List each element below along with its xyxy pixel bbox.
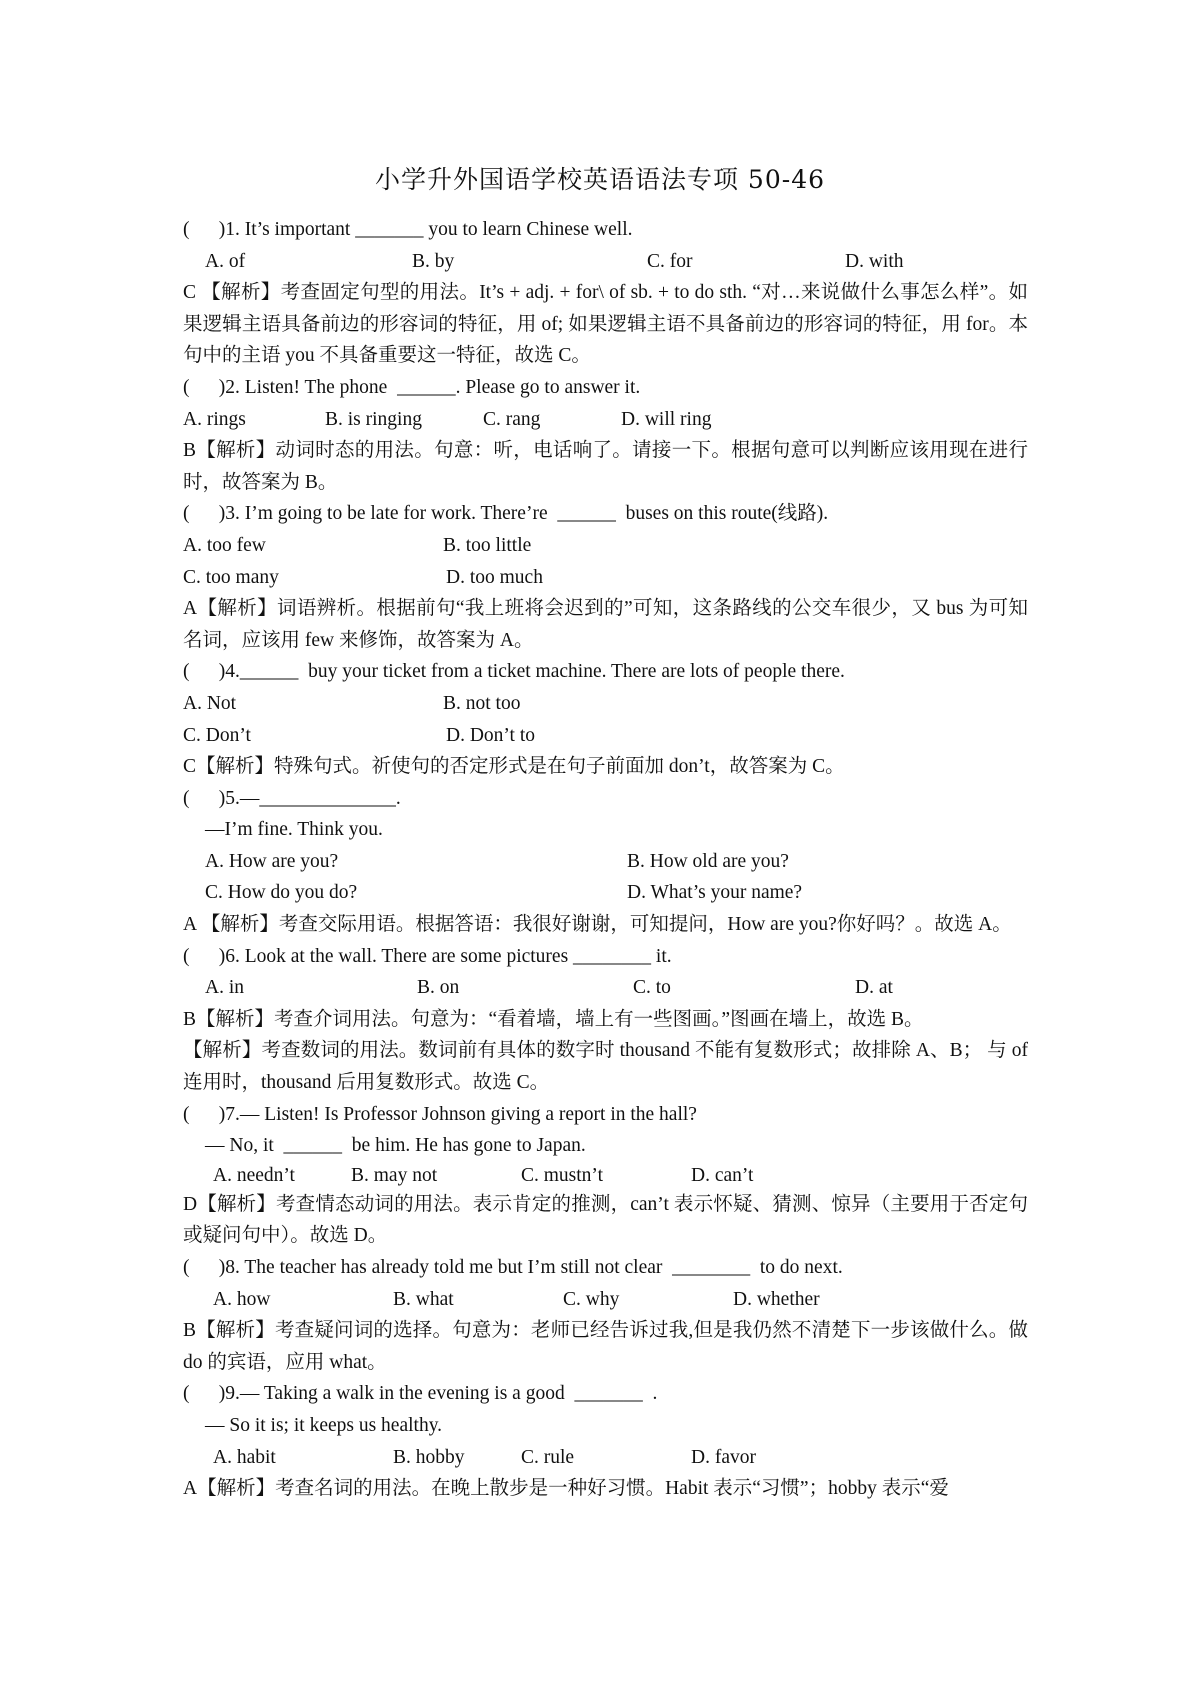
- q4-options-row2: [183, 720, 1028, 752]
- q4-analysis: C【解析】特殊句式。祈使句的否定形式是在句子前面加 don’t，故答案为 C。: [183, 756, 845, 778]
- q8-option-c: C. why: [563, 1288, 620, 1310]
- q9-options: [183, 1442, 1028, 1474]
- q6-option-a: A. in: [205, 977, 244, 999]
- q5-options-row2: [183, 877, 1028, 909]
- q9-reply: — So it is; it keeps us healthy.: [205, 1414, 443, 1436]
- q8-options: [183, 1284, 1028, 1316]
- q8-option-a: A. how: [213, 1288, 271, 1310]
- q1-analysis: C 【解析】考查固定句型的用法。It’s + adj. + for\ of sb. + to do sth. “对…来说做什么事怎么样”。如果逻辑主语具备前边的形容词的特征，用 of; 如果逻辑主语不具备前边的形容词的特征，用 for。本句中的主语 you 不具备重要这一特征，故选 C。: [183, 282, 1028, 367]
- question-4: ( )4.______ buy your ticket from a ticket machine. There are lots of people there.: [183, 661, 845, 683]
- q9-analysis: A【解析】考查名词的用法。在晚上散步是一种好习惯。Habit 表示“习惯”；hobby 表示“爱: [183, 1478, 949, 1500]
- q9-option-b: B. hobby: [393, 1446, 465, 1468]
- q1-options: [183, 246, 1028, 278]
- q5-option-a: A. How are you?: [205, 850, 339, 872]
- q1-option-a: A. of: [205, 250, 246, 272]
- q7-reply: — No, it ______ be him. He has gone to Japan.: [205, 1135, 586, 1157]
- q2-option-b: B. is ringing: [325, 408, 422, 430]
- q6-option-d: D. at: [855, 977, 893, 999]
- q7-option-a: A. needn’t: [213, 1164, 295, 1186]
- q3-analysis: A【解析】词语辨析。根据前句“我上班将会迟到的”可知，这条路线的公交车很少，又 bus 为可知名词，应该用 few 来修饰，故答案为 A。: [183, 598, 1028, 651]
- q2-options: [183, 404, 1028, 436]
- q4-option-a: A. Not: [183, 692, 237, 714]
- q6-option-b: B. on: [417, 977, 460, 999]
- q2-analysis: B【解析】动词时态的用法。句意：听，电话响了。请接一下。根据句意可以判断应该用现在进行时，故答案为 B。: [183, 440, 1028, 493]
- question-6: ( )6. Look at the wall. There are some pictures ________ it.: [183, 945, 672, 967]
- q5-option-d: D. What’s your name?: [627, 882, 803, 904]
- content: [183, 214, 1028, 1505]
- q8-option-b: B. what: [393, 1288, 454, 1310]
- q7-option-d: D. can’t: [691, 1164, 754, 1186]
- q5-reply: —I’m fine. Think you.: [205, 819, 383, 841]
- q4-option-c: C. Don’t: [183, 724, 251, 746]
- q3-option-b: B. too little: [443, 534, 532, 556]
- question-7: ( )7.— Listen! Is Professor Johnson giving a report in the hall?: [183, 1103, 697, 1125]
- q3-options-row2: [183, 562, 1028, 594]
- q2-option-c: C. rang: [483, 408, 541, 430]
- question-2: ( )2. Listen! The phone ______. Please go to answer it.: [183, 376, 641, 398]
- q3-option-a: A. too few: [183, 534, 266, 556]
- q9-option-d: D. favor: [691, 1446, 756, 1468]
- q1-option-d: D. with: [845, 250, 904, 272]
- q7-option-c: C. mustn’t: [521, 1164, 603, 1186]
- q9-option-a: A. habit: [213, 1446, 276, 1468]
- q6-option-c: C. to: [633, 977, 671, 999]
- q1-option-c: C. for: [647, 250, 693, 272]
- q6-analysis: B【解析】考查介词用法。句意为：“看着墙，墙上有一些图画。”图画在墙上，故选 B。: [183, 1008, 924, 1030]
- question-1: ( )1. It’s important _______ you to learn Chinese well.: [183, 219, 633, 240]
- q8-option-d: D. whether: [733, 1288, 820, 1310]
- question-5: ( )5.—______________.: [183, 787, 401, 809]
- q2-option-a: A. rings: [183, 408, 246, 430]
- q4-option-d: D. Don’t to: [446, 724, 536, 746]
- question-8: ( )8. The teacher has already told me but I’m still not clear ________ to do next.: [183, 1257, 843, 1278]
- numeral-analysis: 【解析】考查数词的用法。数词前有具体的数字时 thousand 不能有复数形式；故排除 A、B； 与 of 连用时，thousand 后用复数形式。故选 C。: [183, 1040, 1028, 1094]
- q6-options: [183, 972, 1028, 1004]
- question-3: ( )3. I’m going to be late for work. There’re ______ buses on this route(线路).: [183, 503, 829, 525]
- q3-option-d: D. too much: [446, 566, 543, 588]
- q7-analysis: D【解析】考查情态动词的用法。表示肯定的推测，can’t 表示怀疑、猜测、惊异（主要用于否定句或疑问句中）。故选 D。: [183, 1193, 1028, 1247]
- page-title: 小学升外国语学校英语语法专项 50-46: [374, 165, 826, 194]
- q8-analysis: B【解析】考查疑问词的选择。句意为：老师已经告诉过我,但是我仍然不清楚下一步该做什么。做 do 的宾语，应用 what。: [183, 1320, 1028, 1373]
- q4-options-row1: [183, 688, 1028, 720]
- question-9: ( )9.— Taking a walk in the evening is a good _______ .: [183, 1383, 658, 1405]
- q2-option-d: D. will ring: [621, 408, 712, 430]
- q5-options-row1: [183, 846, 1028, 878]
- q7-options: [183, 1162, 1028, 1189]
- q5-analysis: A 【解析】考查交际用语。根据答语：我很好谢谢，可知提问，How are you?你好吗？。故选 A。: [183, 914, 1012, 936]
- q5-option-c: C. How do you do?: [205, 882, 358, 904]
- q3-option-c: C. too many: [183, 566, 279, 588]
- q3-options-row1: [183, 530, 1028, 562]
- q5-option-b: B. How old are you?: [627, 850, 789, 872]
- q9-option-c: C. rule: [521, 1446, 575, 1468]
- q4-option-b: B. not too: [443, 692, 521, 714]
- q7-option-b: B. may not: [351, 1164, 438, 1186]
- q1-option-b: B. by: [412, 250, 455, 272]
